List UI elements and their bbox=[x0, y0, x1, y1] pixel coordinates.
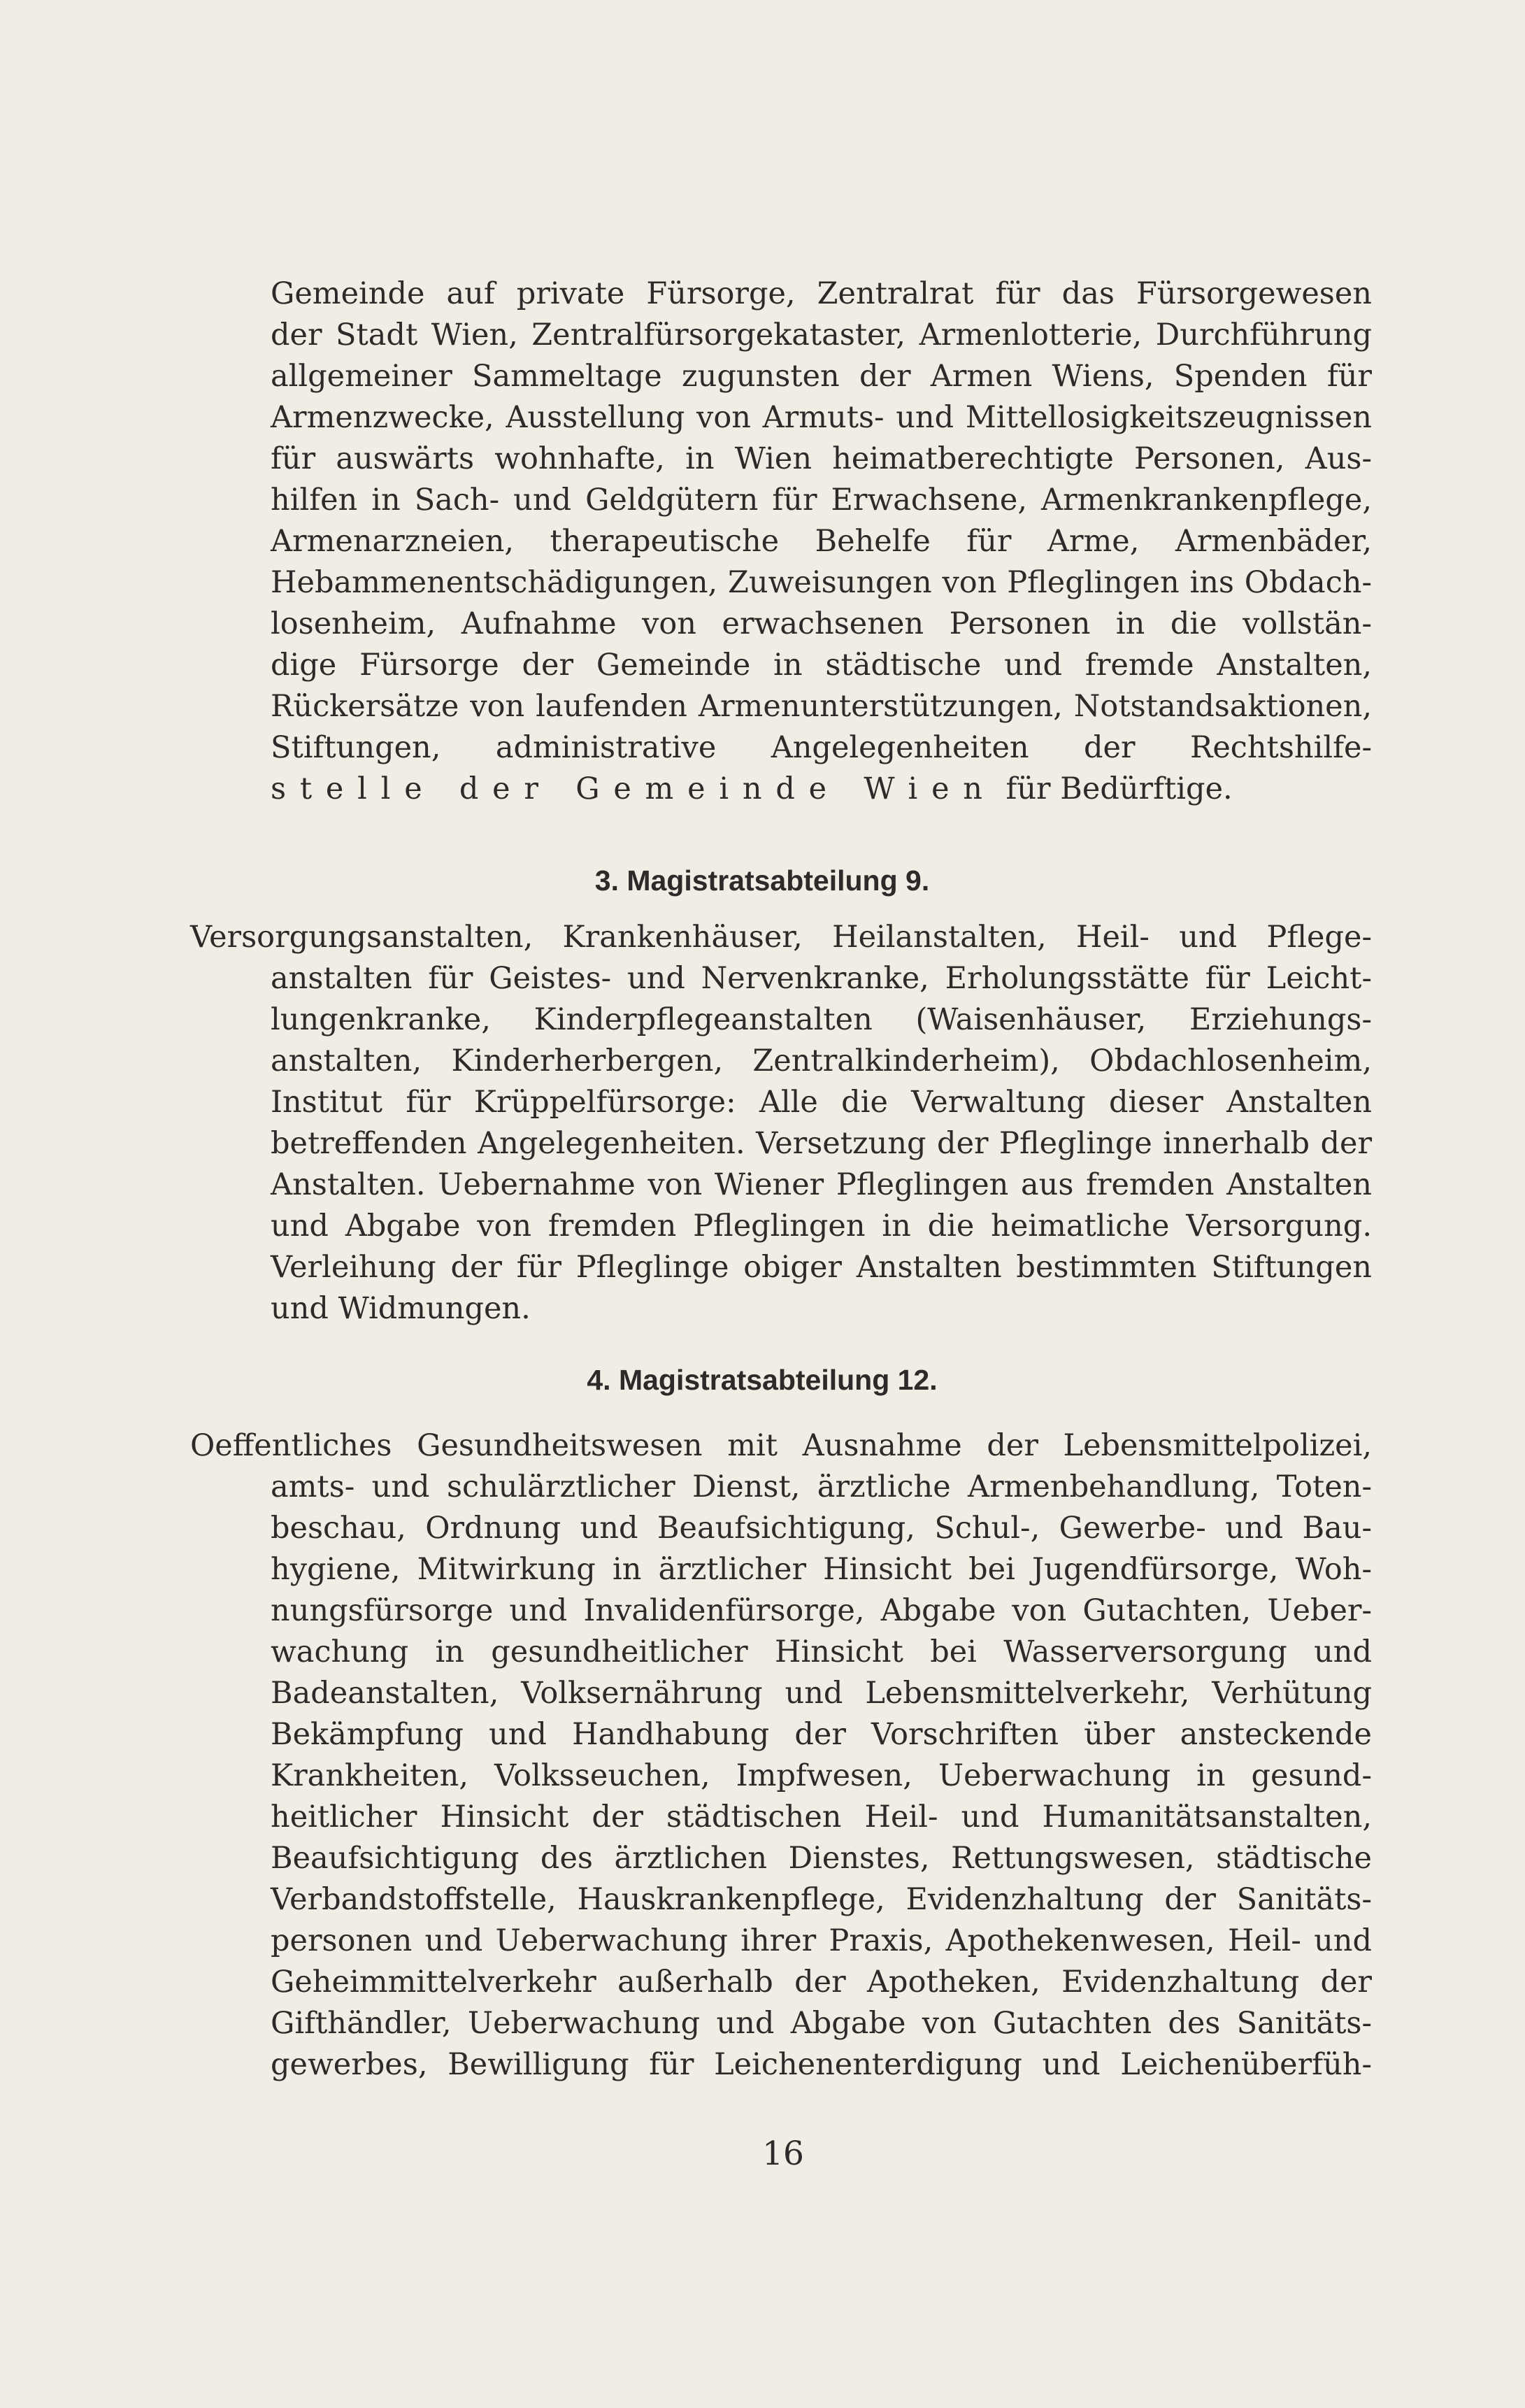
section-4-line: Geheimmittelverkehr außerhalb der Apotheken, Evidenzhaltung der bbox=[271, 1965, 1372, 2000]
section-3-line: Institut für Krüppelfürsorge: Alle die Verwaltung dieser Anstalten bbox=[271, 1085, 1372, 1120]
section-3-line: anstalten für Geistes- und Nervenkranke, Erholungsstätte für Leicht- bbox=[271, 961, 1372, 996]
section-4-line: Oeffentliches Gesundheitswesen mit Ausnahme der Lebensmittelpolizei, bbox=[190, 1428, 1372, 1463]
section-3-line: Versorgungsanstalten, Krankenhäuser, Heilanstalten, Heil- und Pflege- bbox=[190, 920, 1372, 955]
paragraph-1-line: für auswärts wohnhafte, in Wien heimatberechtigte Personen, Aus- bbox=[271, 441, 1372, 476]
section-3-heading: 3. Magistratsabteilung 9. bbox=[594, 864, 930, 897]
section-3-line: betreffenden Angelegenheiten. Versetzung der Pfleglinge innerhalb der bbox=[271, 1126, 1372, 1161]
paragraph-1-line: der Stadt Wien, Zentralfürsorgekataster, Armenlotterie, Durchführung bbox=[271, 318, 1372, 352]
page-number: 16 bbox=[762, 2135, 804, 2173]
section-3-line: Verleihung der für Pfleglinge obiger Anstalten bestimmten Stiftungen bbox=[271, 1250, 1372, 1285]
section-4-line: Bekämpfung und Handhabung der Vorschriften über ansteckende bbox=[271, 1717, 1372, 1752]
paragraph-1-line: allgemeiner Sammeltage zugunsten der Armen Wiens, Spenden für bbox=[271, 359, 1372, 394]
section-3-line: und Widmungen. bbox=[271, 1291, 531, 1326]
paragraph-1-line: Armenzwecke, Ausstellung von Armuts- und Mittellosigkeitszeugnissen bbox=[271, 400, 1372, 435]
spaced-text: stelle der Gemeinde Wien bbox=[271, 771, 996, 806]
section-3-line: Anstalten. Uebernahme von Wiener Pfleglingen aus fremden Anstalten bbox=[271, 1167, 1372, 1202]
section-4-line: Beaufsichtigung des ärztlichen Dienstes, Rettungswesen, städtische bbox=[271, 1841, 1372, 1876]
section-4-line: gewerbes, Bewilligung für Leichenenterdigung und Leichenüberfüh- bbox=[271, 2047, 1372, 2082]
paragraph-1-line: Stiftungen, administrative Angelegenheiten der Rechtshilfe- bbox=[271, 730, 1372, 765]
section-4-line: Gifthändler, Ueberwachung und Abgabe von Gutachten des Sanitäts- bbox=[271, 2006, 1372, 2041]
section-4-line: Verbandstoffstelle, Hauskrankenpflege, Evidenzhaltung der Sanitäts- bbox=[271, 1882, 1372, 1917]
paragraph-1-line: Gemeinde auf private Fürsorge, Zentralrat für das Fürsorgewesen bbox=[271, 276, 1372, 311]
section-4-line: heitlicher Hinsicht der städtischen Heil- und Humanitätsanstalten, bbox=[271, 1800, 1372, 1835]
paragraph-1-line: Hebammenentschädigungen, Zuweisungen von Pfleglingen ins Obdach- bbox=[271, 565, 1372, 600]
section-4-line: wachung in gesundheitlicher Hinsicht bei Wasserversorgung und bbox=[271, 1634, 1372, 1669]
section-3-line: lungenkranke, Kinderpflegeanstalten (Waisenhäuser, Erziehungs- bbox=[271, 1002, 1372, 1037]
paragraph-1-last-line bbox=[271, 769, 1233, 810]
paragraph-1-line: hilfen in Sach- und Geldgütern für Erwachsene, Armenkrankenpflege, bbox=[271, 483, 1372, 518]
paragraph-1-last-line-rest: für Bedürftige. bbox=[1005, 771, 1233, 806]
section-4-line: Krankheiten, Volksseuchen, Impfwesen, Ueberwachung in gesund- bbox=[271, 1758, 1372, 1793]
paragraph-1-line: Armenarzneien, therapeutische Behelfe für Arme, Armenbäder, bbox=[271, 524, 1372, 559]
section-4-line: hygiene, Mitwirkung in ärztlicher Hinsicht bei Jugendfürsorge, Woh- bbox=[271, 1552, 1372, 1587]
section-3-line: und Abgabe von fremden Pfleglingen in die heimatliche Versorgung. bbox=[271, 1209, 1372, 1244]
section-4-line: Badeanstalten, Volksernährung und Lebensmittelverkehr, Verhütung bbox=[271, 1676, 1372, 1711]
paragraph-1-line: dige Fürsorge der Gemeinde in städtische und fremde Anstalten, bbox=[271, 648, 1372, 683]
section-3-line: anstalten, Kinderherbergen, Zentralkinderheim), Obdachlosenheim, bbox=[271, 1043, 1372, 1078]
section-4-line: beschau, Ordnung und Beaufsichtigung, Schul-, Gewerbe- und Bau- bbox=[271, 1511, 1372, 1546]
section-4-line: personen und Ueberwachung ihrer Praxis, Apothekenwesen, Heil- und bbox=[271, 1923, 1372, 1958]
section-4-line: amts- und schulärztlicher Dienst, ärztliche Armenbehandlung, Toten- bbox=[271, 1469, 1372, 1504]
paragraph-1-line: losenheim, Aufnahme von erwachsenen Personen in die vollstän- bbox=[271, 606, 1372, 641]
section-4-heading: 4. Magistratsabteilung 12. bbox=[587, 1364, 938, 1396]
paragraph-1-line: Rückersätze von laufenden Armenunterstützungen, Notstandsaktionen, bbox=[271, 689, 1372, 724]
section-4-line: nungsfürsorge und Invalidenfürsorge, Abgabe von Gutachten, Ueber- bbox=[271, 1593, 1372, 1628]
